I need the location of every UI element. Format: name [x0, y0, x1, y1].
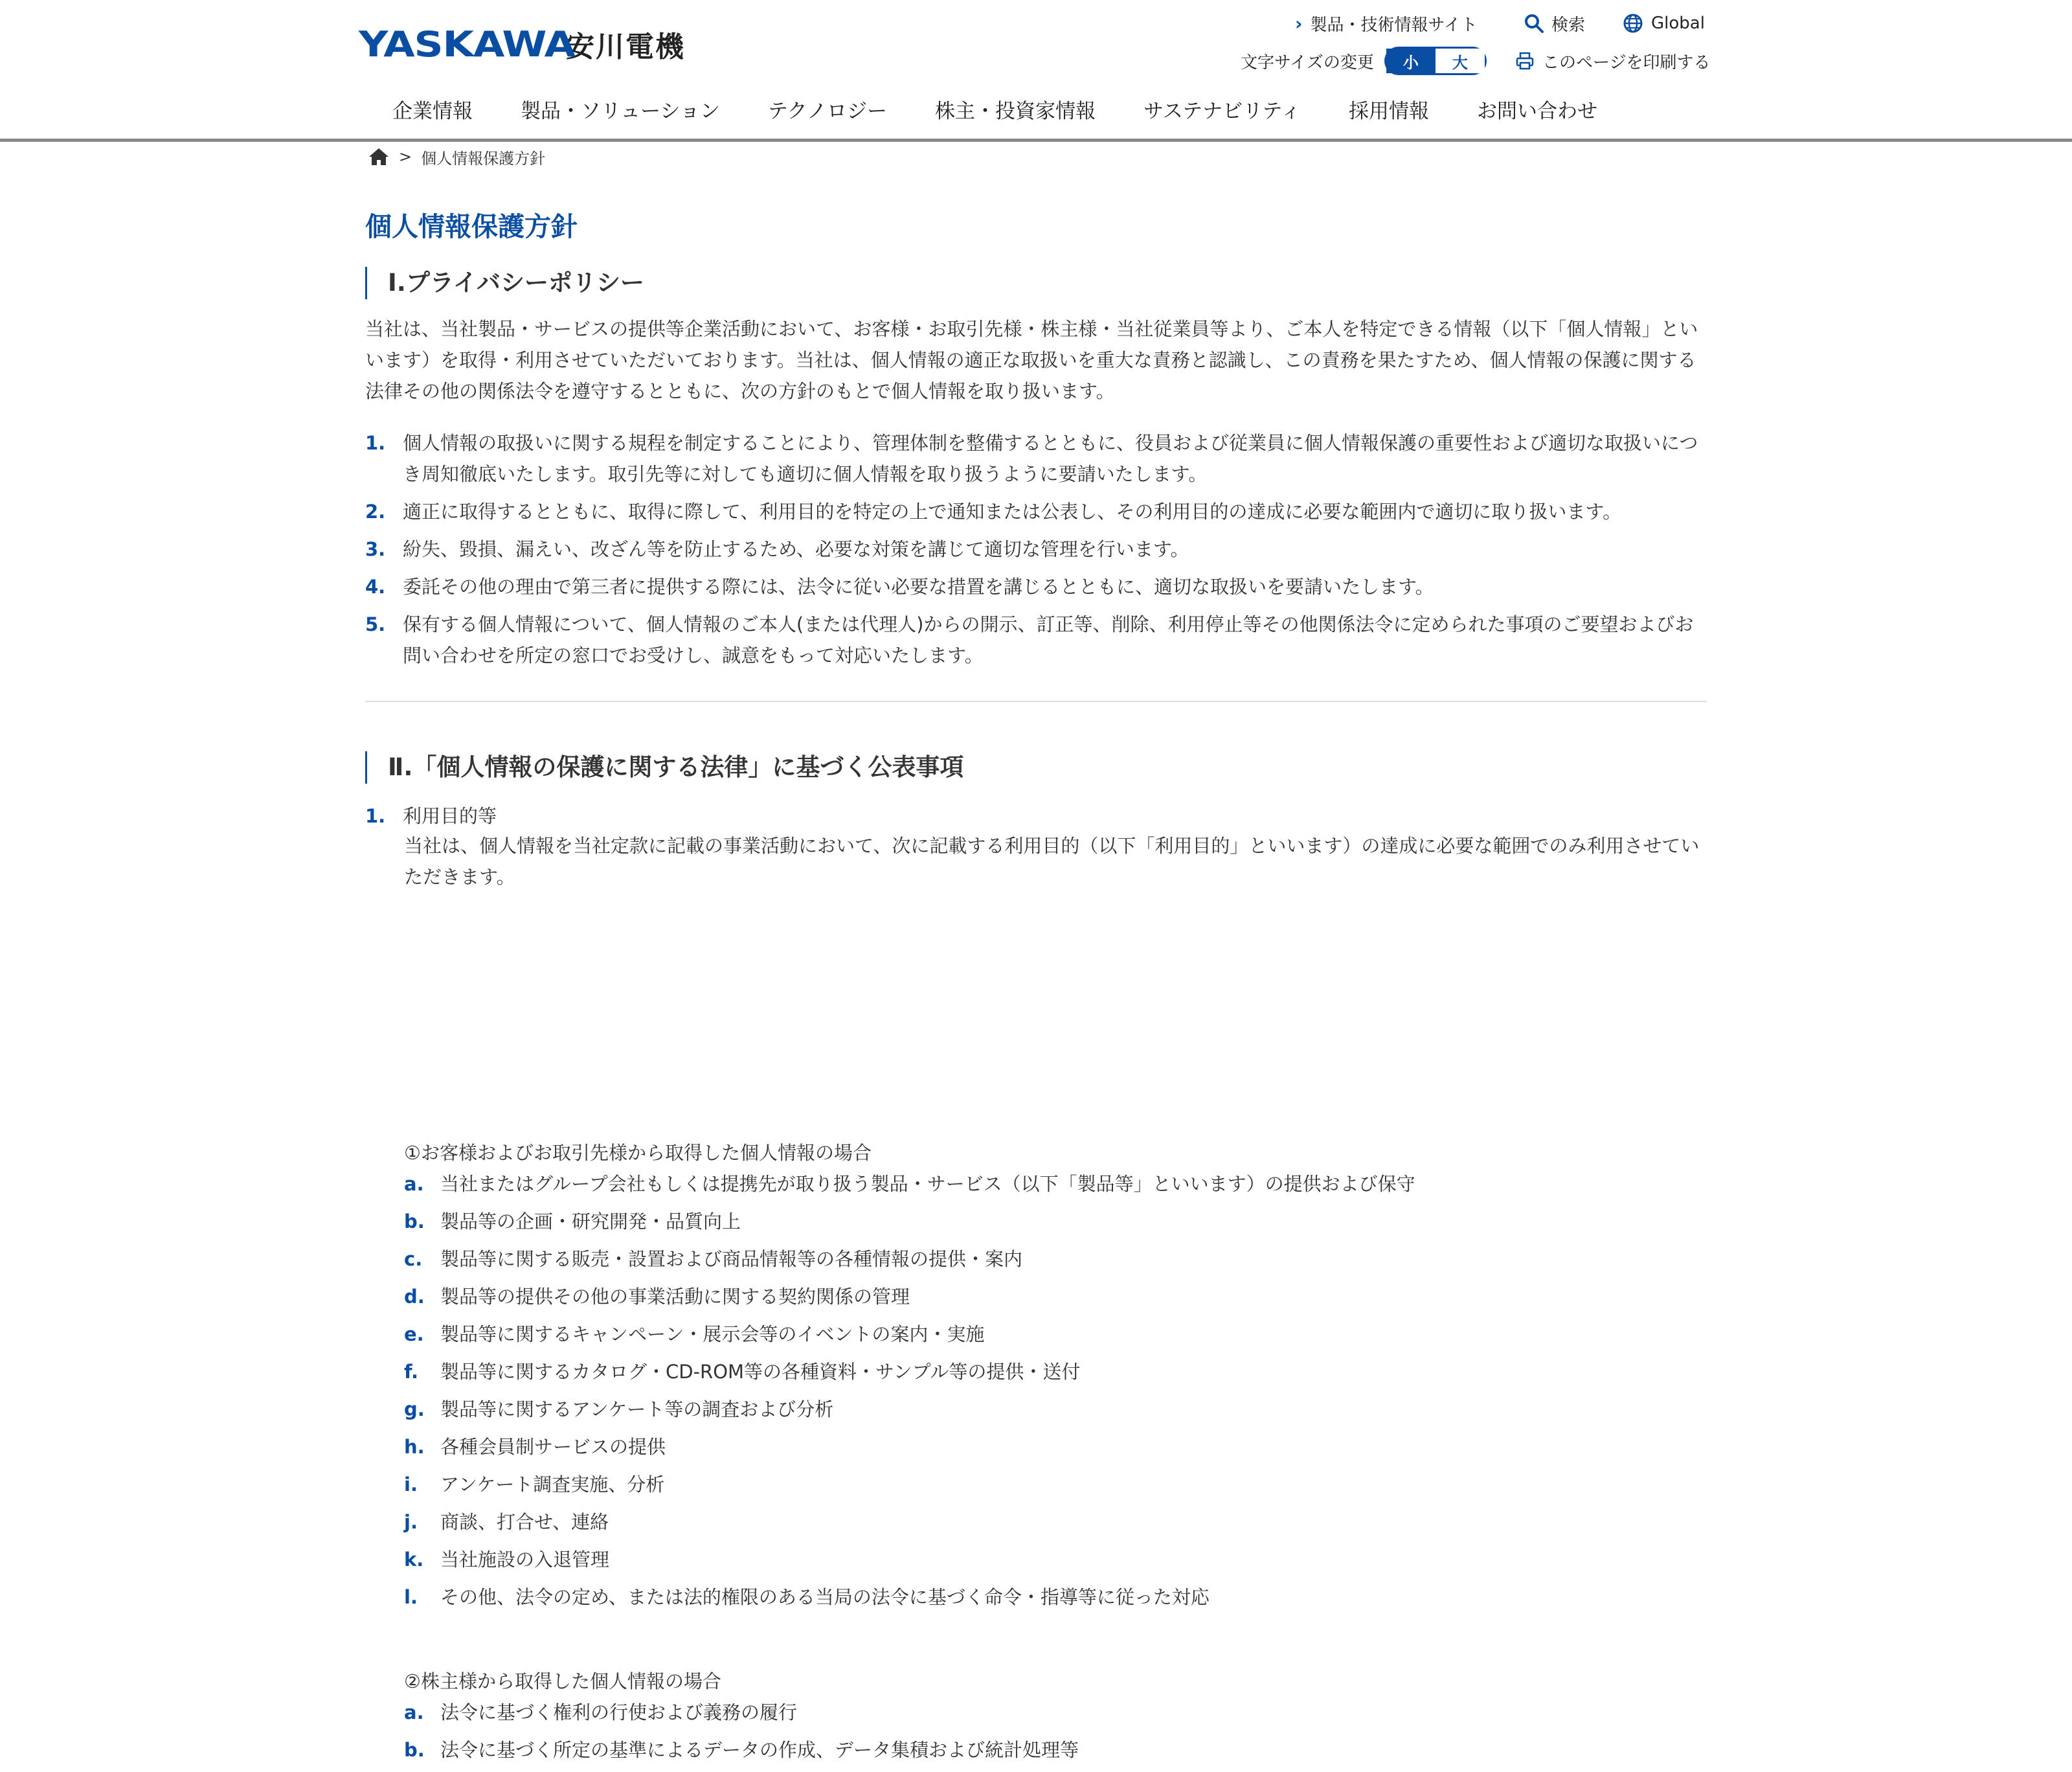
nav-item-technology[interactable]: テクノロジー	[767, 100, 887, 123]
font-size-switcher	[1241, 47, 1487, 75]
section-divider	[365, 701, 1707, 702]
list-text: 製品等に関するキャンペーン・展示会等のイベントの案内・実施	[440, 1323, 985, 1345]
list-text: 製品等に関する販売・設置および商品情報等の各種情報の提供・案内	[440, 1248, 1023, 1270]
list-text: その他、法令の定め、または法的権限のある当局の法令に基づく命令・指導等に従った対応	[440, 1586, 1210, 1608]
subsection-number: 1.	[365, 805, 386, 827]
list-item	[404, 1469, 1707, 1506]
global-nav	[392, 95, 1645, 128]
list-item	[404, 1582, 1707, 1619]
logo-text-en: YASKAWA	[359, 23, 575, 65]
list-number: 4.	[365, 576, 386, 598]
list-item	[404, 1506, 1707, 1544]
section-heading-privacy-policy: Ⅰ.プライバシーポリシー	[365, 267, 644, 299]
list-item	[404, 1206, 1707, 1244]
list-item	[404, 1394, 1707, 1431]
list-letter: i.	[404, 1473, 418, 1495]
list-text: 各種会員制サービスの提供	[440, 1436, 666, 1458]
print-page-link[interactable]	[1515, 47, 1710, 75]
list-text: 保有する個人情報について、個人情報のご本人(または代理人)からの開示、訂正等、削除、利用停止等その他関係法令に定められた事項のご要望およびお問い合わせを所定の窓口でお受けし、誠意をもって対応いたします。	[403, 613, 1694, 666]
list-letter: c.	[404, 1248, 423, 1270]
global-link[interactable]	[1623, 10, 1705, 36]
search-label: 検索	[1551, 15, 1586, 35]
logo[interactable]	[359, 23, 685, 65]
list-letter: l.	[404, 1586, 418, 1608]
list-number: 3.	[365, 538, 386, 560]
home-icon[interactable]	[368, 147, 390, 166]
list-number: 1.	[365, 432, 386, 454]
case-heading-customers: ①お客様およびお取引先様から取得した個人情報の場合	[404, 1142, 872, 1164]
list-item	[404, 1544, 1707, 1582]
list-text: 個人情報の取扱いに関する規程を制定することにより、管理体制を整備するとともに、役員および従業員に個人情報保護の重要性および適切な取扱いにつき周知徹底いたします。取引先等に対しても適切に個人情報を取り扱うように要請いたします。	[403, 432, 1698, 485]
logo-text-jp: 安川電機	[566, 30, 685, 63]
list-item	[404, 1697, 1707, 1734]
list-item	[404, 1431, 1707, 1469]
list-item	[404, 1356, 1707, 1394]
list-text: 製品等の提供その他の事業活動に関する契約関係の管理	[440, 1286, 910, 1308]
global-label: Global	[1651, 14, 1705, 33]
list-text: 製品等に関するアンケート等の調査および分析	[440, 1398, 834, 1420]
list-letter: h.	[404, 1436, 425, 1458]
main-content	[365, 207, 1707, 1761]
page-title: 個人情報保護方針	[365, 211, 578, 242]
list-text: 製品等の企画・研究開発・品質向上	[440, 1210, 741, 1232]
nav-item-corporate[interactable]: 企業情報	[392, 100, 473, 123]
list-number: 5.	[365, 613, 386, 635]
list-text: 法令に基づく権利の行使および義務の履行	[440, 1701, 798, 1723]
policy-list	[365, 427, 1707, 677]
list-item	[404, 1168, 1707, 1206]
list-letter: e.	[404, 1323, 424, 1345]
list-letter: d.	[404, 1286, 425, 1308]
list-text: 当社施設の入退管理	[440, 1549, 610, 1571]
tech-site-label: 製品・技術情報サイト	[1310, 15, 1478, 35]
section-heading-public-notice: Ⅱ.「個人情報の保護に関する法律」に基づく公表事項	[365, 751, 963, 784]
subsection-body: 当社は、個人情報を当社定款に記載の事業活動において、次に記載する利用目的（以下「利用目的」といいます）の達成に必要な範囲でのみ利用させていただきます。	[404, 835, 1700, 888]
list-item	[404, 1281, 1707, 1319]
breadcrumb-current: 個人情報保護方針	[421, 149, 546, 168]
site-header	[0, 0, 2072, 142]
list-item	[404, 1734, 1707, 1772]
nav-item-sustainability[interactable]: サステナビリティ	[1143, 100, 1301, 123]
print-label: このページを印刷する	[1542, 52, 1711, 73]
list-item	[404, 1244, 1707, 1281]
nav-item-contact[interactable]: お問い合わせ	[1477, 100, 1598, 123]
list-text: 当社またはグループ会社もしくは提携先が取り扱う製品・サービス（以下「製品等」といいます）の提供および保守	[440, 1173, 1415, 1195]
nav-item-careers[interactable]: 採用情報	[1349, 100, 1430, 123]
font-size-small-button[interactable]: 小	[1386, 49, 1436, 73]
list-letter: j.	[404, 1511, 418, 1533]
tech-site-link[interactable]	[1295, 10, 1478, 36]
list-item	[365, 534, 1707, 565]
list-letter: a.	[404, 1173, 424, 1195]
printer-icon	[1515, 51, 1535, 71]
policy-intro: 当社は、当社製品・サービスの提供等企業活動において、お客様・お取引先様・株主様・当社従業員等より、ご本人を特定できる情報（以下「個人情報」といいます）を取得・利用させていただいております。当社は、個人情報の適正な取扱いを重大な責務と認識し、この責務を果たすため、個人情報の保護に関する法律その他の関係法令を遵守するとともに、次の方針のもとで個人情報を取り扱います。	[365, 318, 1698, 402]
list-text: 法令に基づく所定の基準によるデータの作成、データ集積および統計処理等	[440, 1739, 1079, 1761]
list-item	[365, 496, 1707, 527]
globe-icon	[1623, 13, 1643, 34]
purpose-list-customers	[404, 1168, 1707, 1619]
chevron-right-icon: ›	[1295, 12, 1303, 34]
font-size-large-button[interactable]: 大	[1436, 49, 1485, 73]
nav-item-products[interactable]: 製品・ソリューション	[521, 100, 720, 123]
subsection-title: 利用目的等	[403, 805, 497, 827]
header-divider	[0, 139, 2072, 142]
list-item	[365, 571, 1707, 602]
list-letter: f.	[404, 1361, 419, 1383]
case-heading-shareholders: ②株主様から取得した個人情報の場合	[404, 1670, 721, 1692]
list-letter: b.	[404, 1210, 425, 1232]
breadcrumb	[368, 144, 545, 170]
list-number: 2.	[365, 501, 386, 523]
list-letter: g.	[404, 1398, 425, 1420]
list-text: 製品等に関するカタログ・CD-ROM等の各種資料・サンプル等の提供・送付	[440, 1361, 1081, 1383]
list-item	[365, 427, 1707, 490]
list-letter: a.	[404, 1701, 424, 1723]
list-item	[404, 1319, 1707, 1356]
breadcrumb-separator: >	[399, 148, 412, 166]
purpose-list-shareholders	[404, 1697, 1707, 1772]
font-size-label: 文字サイズの変更	[1241, 52, 1374, 73]
list-letter: b.	[404, 1739, 425, 1761]
list-text: 紛失、毀損、漏えい、改ざん等を防止するため、必要な対策を講じて適切な管理を行います。	[403, 538, 1189, 560]
list-item	[365, 609, 1707, 671]
list-text: 適正に取得するとともに、取得に際して、利用目的を特定の上で通知または公表し、その利用目的の達成に必要な範囲内で適切に取り扱います。	[403, 501, 1622, 523]
search-icon	[1524, 14, 1544, 33]
list-letter: k.	[404, 1549, 424, 1571]
font-size-toggle-group	[1384, 47, 1487, 75]
search-button[interactable]	[1524, 10, 1585, 36]
list-text: 商談、打合せ、連絡	[440, 1511, 609, 1533]
list-text: 委託その他の理由で第三者に提供する際には、法令に従い必要な措置を講じるとともに、適切な取扱いを要請いたします。	[403, 576, 1434, 598]
list-text: アンケート調査実施、分析	[440, 1473, 665, 1495]
nav-item-investors[interactable]: 株主・投資家情報	[934, 100, 1096, 123]
